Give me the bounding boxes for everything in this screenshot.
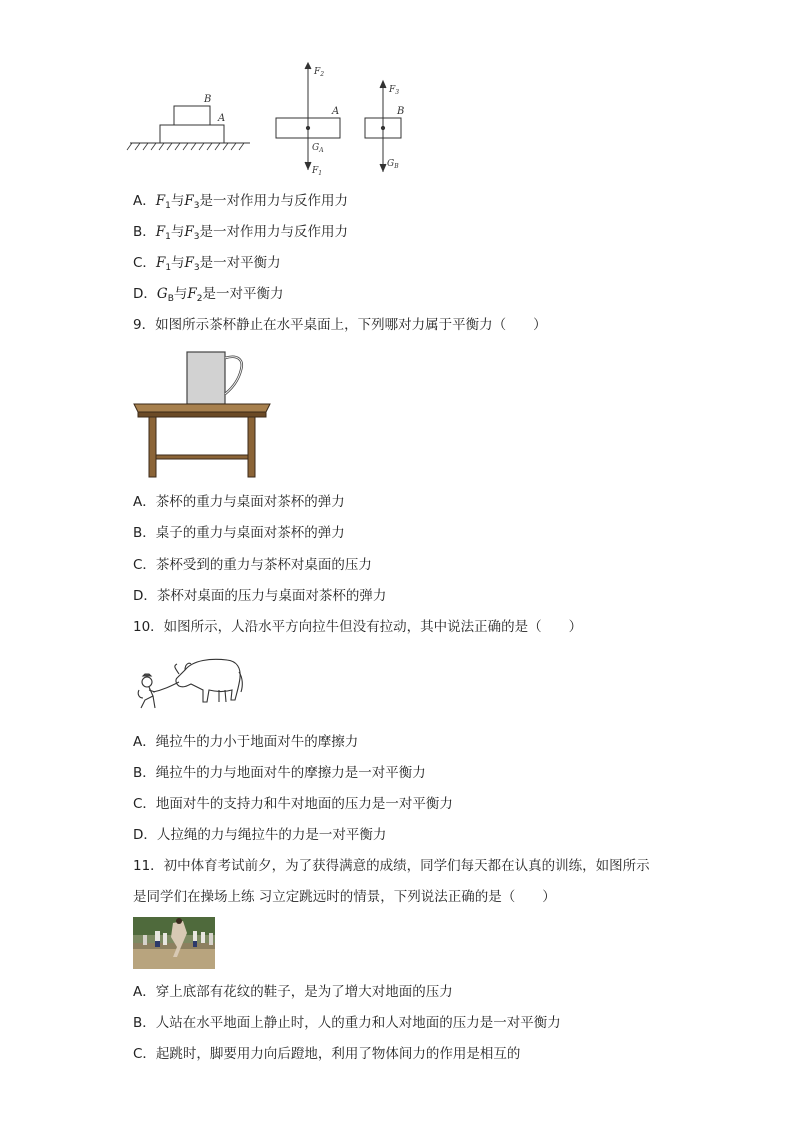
q11-option-b[interactable]: B．人站在水平地面上静止时，人的重力和人对地面的压力是一对平衡力	[133, 1015, 561, 1031]
q10-option-c[interactable]: C．地面对牛的支持力和牛对地面的压力是一对平衡力	[133, 796, 453, 812]
block-b	[174, 106, 210, 125]
rope	[153, 682, 179, 692]
label-gb: $G_B$	[387, 159, 399, 170]
q11-option-c[interactable]: C．起跳时，脚要用力向后蹬地，利用了物体间力的作用是相互的	[133, 1046, 521, 1062]
label-ga: $G_A$	[312, 143, 324, 154]
label-a-fb: A	[332, 106, 340, 117]
teacup-on-table-figure	[130, 346, 278, 480]
q8-option-c[interactable]: C．$F_1$与$F_3$是一对平衡力	[133, 255, 281, 273]
free-body-a	[276, 63, 340, 170]
q8-force-diagram	[126, 58, 426, 180]
teacup	[187, 352, 242, 404]
q9-option-c[interactable]: C．茶杯受到的重力与茶杯对桌面的压力	[133, 557, 372, 573]
q8-option-a[interactable]: A．$F_1$与$F_3$是一对作用力与反作用力	[133, 193, 348, 211]
q10-option-b[interactable]: B．绳拉牛的力与地面对牛的摩擦力是一对平衡力	[133, 765, 426, 781]
q10-option-d[interactable]: D．人拉绳的力与绳拉牛的力是一对平衡力	[133, 827, 387, 843]
q11-stem-line1: 11．初中体育考试前夕，为了获得满意的成绩，同学们每天都在认真的训练，如图所示	[133, 858, 650, 874]
q9-option-b[interactable]: B．桌子的重力与桌面对茶杯的弹力	[133, 525, 345, 541]
label-block-b: B	[204, 94, 212, 105]
q8-option-d[interactable]: D．$G_B$与$F_2$是一对平衡力	[133, 286, 284, 304]
ox	[175, 659, 242, 702]
label-f1: $F_1$	[312, 166, 323, 177]
q9-stem: 9．如图所示茶杯静止在水平桌面上，下列哪对力属于平衡力（ ）	[133, 317, 547, 333]
label-f2: $F_2$	[314, 67, 325, 78]
q8-option-b[interactable]: B．$F_1$与$F_3$是一对作用力与反作用力	[133, 224, 348, 242]
q9-option-d[interactable]: D．茶杯对桌面的压力与桌面对茶杯的弹力	[133, 588, 387, 604]
q10-stem: 10．如图所示，人沿水平方向拉牛但没有拉动，其中说法正确的是（ ）	[133, 619, 583, 635]
person	[138, 674, 155, 708]
long-jump-practice-photo	[133, 917, 215, 969]
block-a	[160, 125, 224, 143]
person-pulling-ox-figure	[133, 652, 245, 718]
label-b-fb: B	[397, 106, 405, 117]
q10-option-a[interactable]: A．绳拉牛的力小于地面对牛的摩擦力	[133, 734, 359, 750]
q11-option-a[interactable]: A．穿上底部有花纹的鞋子，是为了增大对地面的压力	[133, 984, 453, 1000]
label-block-a: A	[218, 113, 226, 124]
q9-option-a[interactable]: A．茶杯的重力与桌面对茶杯的弹力	[133, 494, 345, 510]
q11-stem-line2: 是同学们在操场上练 习立定跳远时的情景，下列说法正确的是（ ）	[133, 889, 556, 905]
table	[134, 404, 270, 477]
stacked-blocks-figure	[127, 106, 250, 150]
label-f3: $F_3$	[389, 85, 400, 96]
